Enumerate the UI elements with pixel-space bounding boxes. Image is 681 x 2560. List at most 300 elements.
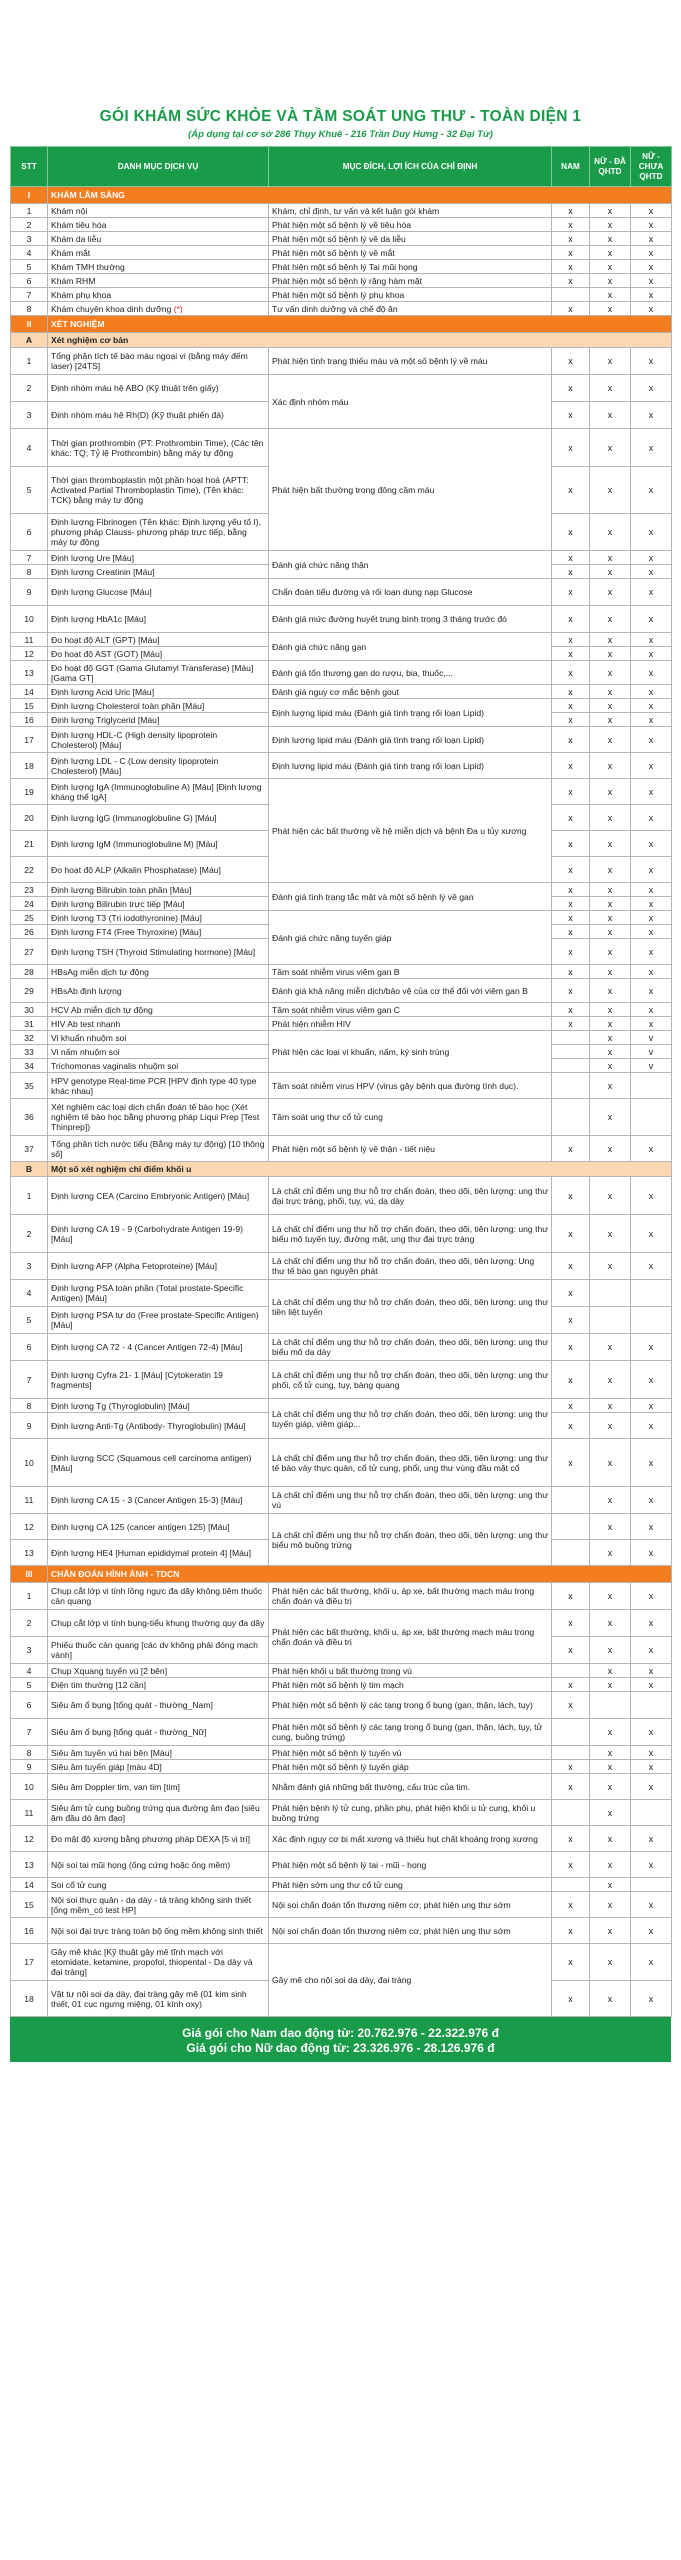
mark-female-unmarried: x [631, 939, 672, 965]
mark-female-married: x [590, 713, 631, 727]
service-name: Định nhóm máu hệ Rh(D) (Kỹ thuật phiến đá) [51, 410, 224, 420]
purpose-cell: Là chất chỉ điểm ung thư hỗ trợ chẩn đoán, theo dõi, tiên lượng: ung thư biểu mô tuyến tụy, đường mật, ung thư đại trực tràng [269, 1215, 552, 1253]
mark-male: x [552, 402, 590, 429]
mark-male [552, 1664, 590, 1678]
mark-female-unmarried: x [631, 402, 672, 429]
column-header-stt: STT [11, 147, 48, 187]
service-name-cell [48, 565, 269, 579]
purpose-cell: Phát hiện các loại vi khuẩn, nấm, ký sinh trùng [269, 1031, 552, 1073]
service-name-cell [48, 1760, 269, 1774]
service-name: Siêu âm tuyến giáp [màu 4D] [51, 1761, 162, 1772]
mark-female-unmarried: x [631, 348, 672, 375]
mark-female-married: x [590, 1413, 631, 1439]
mark-male: x [552, 1017, 590, 1031]
service-name-cell [48, 1177, 269, 1215]
row-number: 8 [11, 302, 48, 316]
purpose-cell: Phát hiện nhiễm HIV [269, 1017, 552, 1031]
mark-female-unmarried: x [631, 753, 672, 779]
mark-female-unmarried: x [631, 1439, 672, 1487]
table-row [11, 204, 672, 218]
page-title: GÓI KHÁM SỨC KHỎE VÀ TẦM SOÁT UNG THƯ - TOÀN DIỆN 1 [99, 108, 582, 125]
service-name: Nội soi đại trực tràng toàn bộ ống mềm không sinh thiết [51, 1925, 263, 1936]
mark-female-unmarried: x [631, 897, 672, 911]
mark-female-married: x [590, 1045, 631, 1059]
service-name: Định lượng Fibrinogen (Tên khác: Định lượng yếu tố I), phương pháp Clauss- phương pháp trực tiếp, bằng máy tự động [51, 517, 262, 547]
service-name-cell [48, 1637, 269, 1664]
table-row [11, 1439, 672, 1487]
price-female: Giá gói cho Nữ dao động từ: 23.326.976 - 28.126.976 đ [186, 2041, 495, 2055]
row-number: 9 [11, 1413, 48, 1439]
mark-female-unmarried: x [631, 727, 672, 753]
mark-female-married: x [590, 753, 631, 779]
table-row [11, 1361, 672, 1399]
mark-female-married: x [590, 1031, 631, 1045]
purpose-cell: Là chất chỉ điểm ung thư hỗ trợ chẩn đoán, theo dõi, tiên lượng: ung thư tế bào vảy thực quản, cổ tử cung, phổi, ung thư vùng đầu mặt cổ [269, 1439, 552, 1487]
service-name-cell [48, 1514, 269, 1540]
table-row [11, 1800, 672, 1826]
service-name-cell [48, 685, 269, 699]
service-name: HBsAg miễn dịch tự động [51, 966, 149, 977]
mark-female-married: x [590, 1637, 631, 1664]
purpose-cell: Nhằm đánh giá những bất thường, cấu trúc của tim. [269, 1774, 552, 1800]
service-name-cell [48, 1361, 269, 1399]
mark-male: x [552, 633, 590, 647]
mark-female-unmarried: x [631, 288, 672, 302]
mark-female-married: x [590, 1177, 631, 1215]
service-name: HCV Ab miễn dịch tự động [51, 1004, 153, 1015]
table-row [11, 1719, 672, 1746]
row-number: 2 [11, 375, 48, 402]
table-row [11, 288, 672, 302]
service-name: Định lượng PSA tự do (Free prostate-Specific Antigen) [Máu] [51, 1310, 259, 1330]
mark-female-married: x [590, 857, 631, 883]
purpose-cell: Đánh giá nguy cơ mắc bệnh gout [269, 685, 552, 699]
mark-female-unmarried: x [631, 375, 672, 402]
purpose-cell: Là chất chỉ điểm ung thư hỗ trợ chẩn đoán, theo dõi, tiên lượng: ung thư phổi, cổ tử cung, tụy, bàng quang [269, 1361, 552, 1399]
table-row [11, 1892, 672, 1918]
mark-female-married: x [590, 633, 631, 647]
mark-male: x [552, 1981, 590, 2017]
mark-female-unmarried: x [631, 1361, 672, 1399]
purpose-cell: Khám, chỉ định, tư vấn và kết luận gói khám [269, 204, 552, 218]
column-header-service: DANH MỤC DỊCH VỤ [48, 147, 269, 187]
service-name: Định lượng Creatinin [Máu] [51, 566, 155, 577]
service-name: Định lượng HDL-C (High density lipoprotein Cholesterol) [Máu] [51, 729, 218, 750]
row-number: 3 [11, 232, 48, 246]
service-name-cell [48, 1253, 269, 1280]
row-number: 28 [11, 965, 48, 979]
purpose-cell: Tầm soát nhiễm virus viêm gan B [269, 965, 552, 979]
page-header [0, 0, 681, 146]
service-name: Định lượng HE4 [Human epididymal protein 4] [Máu] [51, 1547, 252, 1558]
table-row [11, 1031, 672, 1045]
mark-male: x [552, 1610, 590, 1637]
mark-male: x [552, 218, 590, 232]
service-name-cell [48, 260, 269, 274]
mark-male: x [552, 1918, 590, 1944]
mark-male: x [552, 779, 590, 805]
mark-male: x [552, 274, 590, 288]
service-name-cell [48, 302, 269, 316]
table-row [11, 727, 672, 753]
mark-female-married [590, 1280, 631, 1307]
mark-male [552, 1487, 590, 1514]
service-name-cell [48, 1439, 269, 1487]
mark-female-unmarried: x [631, 925, 672, 939]
mark-male [552, 1514, 590, 1540]
mark-female-married: x [590, 925, 631, 939]
mark-female-unmarried: x [631, 1017, 672, 1031]
section-title: CHẨN ĐOÁN HÌNH ẢNH - TDCN [48, 1566, 672, 1583]
table-header-row [11, 147, 672, 187]
mark-male: x [552, 260, 590, 274]
mark-female-married: x [590, 1918, 631, 1944]
mark-female-married: x [590, 1610, 631, 1637]
mark-male: x [552, 1361, 590, 1399]
mark-female-married: x [590, 939, 631, 965]
purpose-cell: Phát hiện một số bệnh lý răng hàm mặt [269, 274, 552, 288]
service-name-cell [48, 857, 269, 883]
mark-female-married: x [590, 685, 631, 699]
mark-female-married: x [590, 565, 631, 579]
purpose-cell: Đánh giá chức năng tuyến giáp [269, 911, 552, 965]
row-number: 31 [11, 1017, 48, 1031]
mark-female-unmarried: v [631, 1031, 672, 1045]
service-name: Định lượng IgA (Immunoglobuline A) [Máu] [Định lượng kháng thể IgA] [51, 781, 262, 802]
table-row [11, 1003, 672, 1017]
service-name-cell [48, 402, 269, 429]
row-number: 37 [11, 1136, 48, 1162]
row-number: 8 [11, 1399, 48, 1413]
table-row [11, 699, 672, 713]
section-title: Xét nghiệm cơ bản [48, 333, 672, 348]
mark-female-unmarried: x [631, 1540, 672, 1566]
row-number: 12 [11, 647, 48, 661]
service-name: Tổng phân tích tế bào máu ngoại vi (bằng máy đếm laser) [24TS] [51, 351, 248, 371]
mark-female-married: x [590, 1099, 631, 1136]
mark-female-unmarried: x [631, 1487, 672, 1514]
service-name: Siêu âm ổ bụng [tổng quát - thường_Nữ] [51, 1727, 207, 1737]
service-name-cell [48, 1399, 269, 1413]
purpose-cell: Là chất chỉ điểm ung thư hỗ trợ chẩn đoán, theo dõi, tiên lượng: ung thư biểu mô buồng trứng [269, 1514, 552, 1566]
mark-female-unmarried: x [631, 467, 672, 514]
purpose-cell: Là chất chỉ điểm ung thư hỗ trợ chẩn đoán, theo dõi, tiên lượng: ung thư vú [269, 1487, 552, 1514]
mark-female-unmarried: x [631, 1678, 672, 1692]
mark-male: x [552, 685, 590, 699]
service-name: Định lượng IgG (Immunoglobuline G) [Máu] [51, 812, 217, 823]
mark-male [552, 1800, 590, 1826]
mark-female-unmarried: x [631, 1760, 672, 1774]
mark-female-unmarried [631, 1073, 672, 1099]
section-number: I [11, 187, 48, 204]
table-row [11, 1610, 672, 1637]
table-row [11, 606, 672, 633]
table-row [11, 1826, 672, 1852]
mark-female-unmarried: x [631, 1981, 672, 2017]
mark-male: x [552, 1774, 590, 1800]
service-name-cell [48, 1031, 269, 1045]
mark-female-married: x [590, 514, 631, 551]
service-name: Gây mê khác [Kỹ thuật gây mê tĩnh mạch với etomidate, ketamine, propofol, thiopental - Dạ dày và đại tràng] [51, 1947, 253, 1977]
service-name-cell [48, 939, 269, 965]
row-number: 13 [11, 1540, 48, 1566]
row-number: 6 [11, 1334, 48, 1361]
service-name: Định lượng Glucose [Máu] [51, 587, 152, 597]
service-name: HBsAb định lượng [51, 985, 122, 996]
table-row [11, 429, 672, 467]
service-name-cell [48, 288, 269, 302]
mark-female-unmarried: v [631, 1045, 672, 1059]
mark-female-married: x [590, 1059, 631, 1073]
mark-male: x [552, 911, 590, 925]
mark-female-unmarried: x [631, 514, 672, 551]
mark-female-married: x [590, 348, 631, 375]
service-name-cell [48, 883, 269, 897]
row-number: 5 [11, 467, 48, 514]
row-number: 11 [11, 633, 48, 647]
row-number: 2 [11, 1610, 48, 1637]
mark-male: x [552, 753, 590, 779]
mark-male: x [552, 348, 590, 375]
table-row [11, 1253, 672, 1280]
mark-female-married: x [590, 661, 631, 685]
table-row [11, 246, 672, 260]
service-name-cell [48, 579, 269, 606]
purpose-cell: Là chất chỉ điểm ung thư hỗ trợ chẩn đoán, theo dõi, tiên lượng: ung thư đại trực tràng, phổi, tụy, vú, dạ dày [269, 1177, 552, 1215]
table-row [11, 1334, 672, 1361]
mark-female-unmarried: x [631, 979, 672, 1003]
table-row [11, 1878, 672, 1892]
mark-female-unmarried: x [631, 633, 672, 647]
service-name: Định lượng Ure [Máu] [51, 552, 135, 563]
service-name: Nội soi tai mũi họng (ống cứng hoặc ống mềm) [51, 1859, 231, 1870]
row-number: 12 [11, 1826, 48, 1852]
row-number: 22 [11, 857, 48, 883]
service-name-cell [48, 1045, 269, 1059]
service-name-cell [48, 727, 269, 753]
section-number: III [11, 1566, 48, 1583]
mark-female-married: x [590, 979, 631, 1003]
mark-female-unmarried: x [631, 1918, 672, 1944]
service-name: Định lượng PSA toàn phần (Total prostate-Specific Antigen) [Máu] [51, 1283, 244, 1303]
mark-female-unmarried: x [631, 551, 672, 565]
section-header-row [11, 187, 672, 204]
row-number: 3 [11, 1637, 48, 1664]
mark-female-unmarried: x [631, 1774, 672, 1800]
service-name-cell [48, 661, 269, 685]
section-title: KHÁM LÂM SÀNG [48, 187, 672, 204]
row-number: 5 [11, 1678, 48, 1692]
row-number: 29 [11, 979, 48, 1003]
table-row [11, 1746, 672, 1760]
mark-female-married: x [590, 1334, 631, 1361]
table-row [11, 779, 672, 805]
row-number: 25 [11, 911, 48, 925]
row-number: 7 [11, 551, 48, 565]
mark-female-married: x [590, 1487, 631, 1514]
service-name-cell [48, 1719, 269, 1746]
column-header-female-unmarried: NỮ - CHƯA QHTD [631, 147, 672, 187]
row-number: 24 [11, 897, 48, 911]
purpose-cell: Phát hiện một số bệnh lý về thận - tiết niệu [269, 1136, 552, 1162]
purpose-cell: Xác định nguy cơ bị mất xương và thiếu hụt chất khoáng trong xương [269, 1826, 552, 1852]
mark-female-unmarried: x [631, 911, 672, 925]
mark-female-married: x [590, 1774, 631, 1800]
mark-female-unmarried: x [631, 713, 672, 727]
mark-female-married: x [590, 288, 631, 302]
mark-female-unmarried: x [631, 1215, 672, 1253]
row-number: 21 [11, 831, 48, 857]
table-row [11, 218, 672, 232]
table-row [11, 1017, 672, 1031]
mark-female-married: x [590, 1073, 631, 1099]
row-number: 1 [11, 1583, 48, 1610]
purpose-cell: Nội soi chẩn đoán tổn thương niêm cơ, phát hiện ung thư sớm [269, 1892, 552, 1918]
service-name: Định lượng FT4 (Free Thyroxine) [Máu] [51, 926, 202, 937]
table-row [11, 1583, 672, 1610]
row-number: 2 [11, 218, 48, 232]
mark-female-unmarried: x [631, 699, 672, 713]
mark-female-married: x [590, 1215, 631, 1253]
row-number: 36 [11, 1099, 48, 1136]
mark-female-unmarried: x [631, 1746, 672, 1760]
service-name: Điện tim thường [12 cần] [51, 1679, 146, 1690]
row-number: 6 [11, 514, 48, 551]
table-row [11, 753, 672, 779]
mark-female-married: x [590, 1760, 631, 1774]
mark-female-unmarried [631, 1099, 672, 1136]
row-number: 4 [11, 246, 48, 260]
mark-female-unmarried [631, 1307, 672, 1334]
service-name-cell [48, 925, 269, 939]
row-number: 26 [11, 925, 48, 939]
row-number: 11 [11, 1800, 48, 1826]
row-number: 35 [11, 1073, 48, 1099]
mark-female-married: x [590, 1800, 631, 1826]
service-name-cell [48, 218, 269, 232]
mark-female-unmarried: x [631, 1003, 672, 1017]
service-name-cell [48, 1073, 269, 1099]
mark-female-unmarried: x [631, 857, 672, 883]
service-name: Soi cổ tử cung [51, 1879, 107, 1890]
service-name-cell [48, 551, 269, 565]
row-number: 5 [11, 1307, 48, 1334]
service-name: Định lượng Cyfra 21- 1 [Máu] [Cytokeratin 19 fragments] [51, 1369, 223, 1390]
mark-female-unmarried: x [631, 218, 672, 232]
service-name-cell [48, 1692, 269, 1719]
purpose-cell: Định lượng lipid máu (Đánh giá tình trạng rối loạn Lipid) [269, 753, 552, 779]
mark-female-married [590, 1692, 631, 1719]
service-name: Siêu âm ổ bụng [tổng quát - thường_Nam] [51, 1700, 213, 1710]
mark-male: x [552, 1692, 590, 1719]
mark-female-unmarried: x [631, 661, 672, 685]
mark-female-married: x [590, 1981, 631, 2017]
service-name: Trichomonas vaginalis nhuộm soi [51, 1060, 179, 1071]
row-number: 20 [11, 805, 48, 831]
row-number: 15 [11, 699, 48, 713]
mark-male: x [552, 232, 590, 246]
mark-male: x [552, 883, 590, 897]
row-number: 12 [11, 1514, 48, 1540]
row-number: 19 [11, 779, 48, 805]
service-name-cell [48, 1800, 269, 1826]
mark-male: x [552, 1583, 590, 1610]
purpose-cell: Phát hiện một số bệnh lý tuyến vú [269, 1746, 552, 1760]
purpose-cell: Phát hiện tình trạng thiếu máu và một số bệnh lý về máu [269, 348, 552, 375]
row-number: 9 [11, 1760, 48, 1774]
mark-female-unmarried: x [631, 1514, 672, 1540]
mark-male: x [552, 1177, 590, 1215]
service-name: Định lượng AFP (Alpha Fetoproteine) [Máu] [51, 1261, 217, 1271]
service-name-cell [48, 1215, 269, 1253]
page-subtitle: (Áp dụng tại cơ sở 286 Thụy Khuê - 216 Trần Duy Hưng - 32 Đại Từ) [188, 129, 493, 140]
mark-male: x [552, 1003, 590, 1017]
service-name: Định lượng Cholesterol toàn phần [Máu] [51, 700, 205, 711]
service-name: Định lượng LDL - C (Low density lipoprotein Cholesterol) [Máu] [51, 755, 219, 776]
service-name-cell [48, 1059, 269, 1073]
mark-female-married: x [590, 965, 631, 979]
mark-female-married: x [590, 911, 631, 925]
service-name-cell [48, 1918, 269, 1944]
service-name: Khám nội [51, 205, 88, 216]
mark-male: x [552, 1439, 590, 1487]
service-name: Siêu âm tuyến vú hai bên [Màu] [51, 1747, 172, 1758]
service-name-cell [48, 1280, 269, 1307]
purpose-cell: Tầm soát ung thư cổ tử cung [269, 1099, 552, 1136]
section-number: A [11, 333, 48, 348]
mark-female-unmarried [631, 1800, 672, 1826]
mark-female-married: x [590, 402, 631, 429]
mark-female-unmarried: x [631, 1253, 672, 1280]
service-name: Siêu âm Doppler tim, van tim [tim] [51, 1781, 180, 1792]
mark-female-married: x [590, 1136, 631, 1162]
mark-female-married: x [590, 274, 631, 288]
service-name: Khám RHM [51, 275, 96, 286]
table-row [11, 661, 672, 685]
purpose-cell: Chẩn đoán tiểu đường và rối loạn dung nạp Glucose [269, 579, 552, 606]
service-note-mark: (*) [173, 303, 183, 314]
section-header-row [11, 1566, 672, 1583]
service-name-cell [48, 246, 269, 260]
mark-female-unmarried: x [631, 1334, 672, 1361]
row-number: 18 [11, 1981, 48, 2017]
service-name: Thời gian thromboplastin một phần hoạt hoá (APTT: Activated Partial Thromboplastin Time), (Tên khác: TCK) bằng máy tự động [51, 475, 249, 505]
mark-female-married: x [590, 897, 631, 911]
purpose-cell: Đánh giá chức năng thận [269, 551, 552, 579]
service-table [10, 146, 672, 2017]
purpose-cell: Gây mê cho nội soi dạ dày, đại tràng [269, 1944, 552, 2017]
row-number: 14 [11, 1878, 48, 1892]
service-name: Định lượng Triglycerid [Máu] [51, 714, 160, 725]
service-name-cell [48, 647, 269, 661]
service-name-cell [48, 274, 269, 288]
mark-female-married: x [590, 1540, 631, 1566]
service-name-cell [48, 911, 269, 925]
table-row [11, 1852, 672, 1878]
purpose-cell: Phát hiện bất thường trong đông cầm máu [269, 429, 552, 551]
service-name: Khám tiêu hóa [51, 219, 107, 230]
table-row [11, 1177, 672, 1215]
mark-male: x [552, 1307, 590, 1334]
service-name-cell [48, 606, 269, 633]
purpose-cell: Phát hiện một số bệnh lý về da liễu [269, 232, 552, 246]
mark-male: x [552, 1253, 590, 1280]
service-name: Định lượng Acid Uric [Máu] [51, 686, 155, 697]
mark-male: x [552, 661, 590, 685]
row-number: 7 [11, 1361, 48, 1399]
table-row [11, 551, 672, 565]
mark-female-married: x [590, 1944, 631, 1981]
